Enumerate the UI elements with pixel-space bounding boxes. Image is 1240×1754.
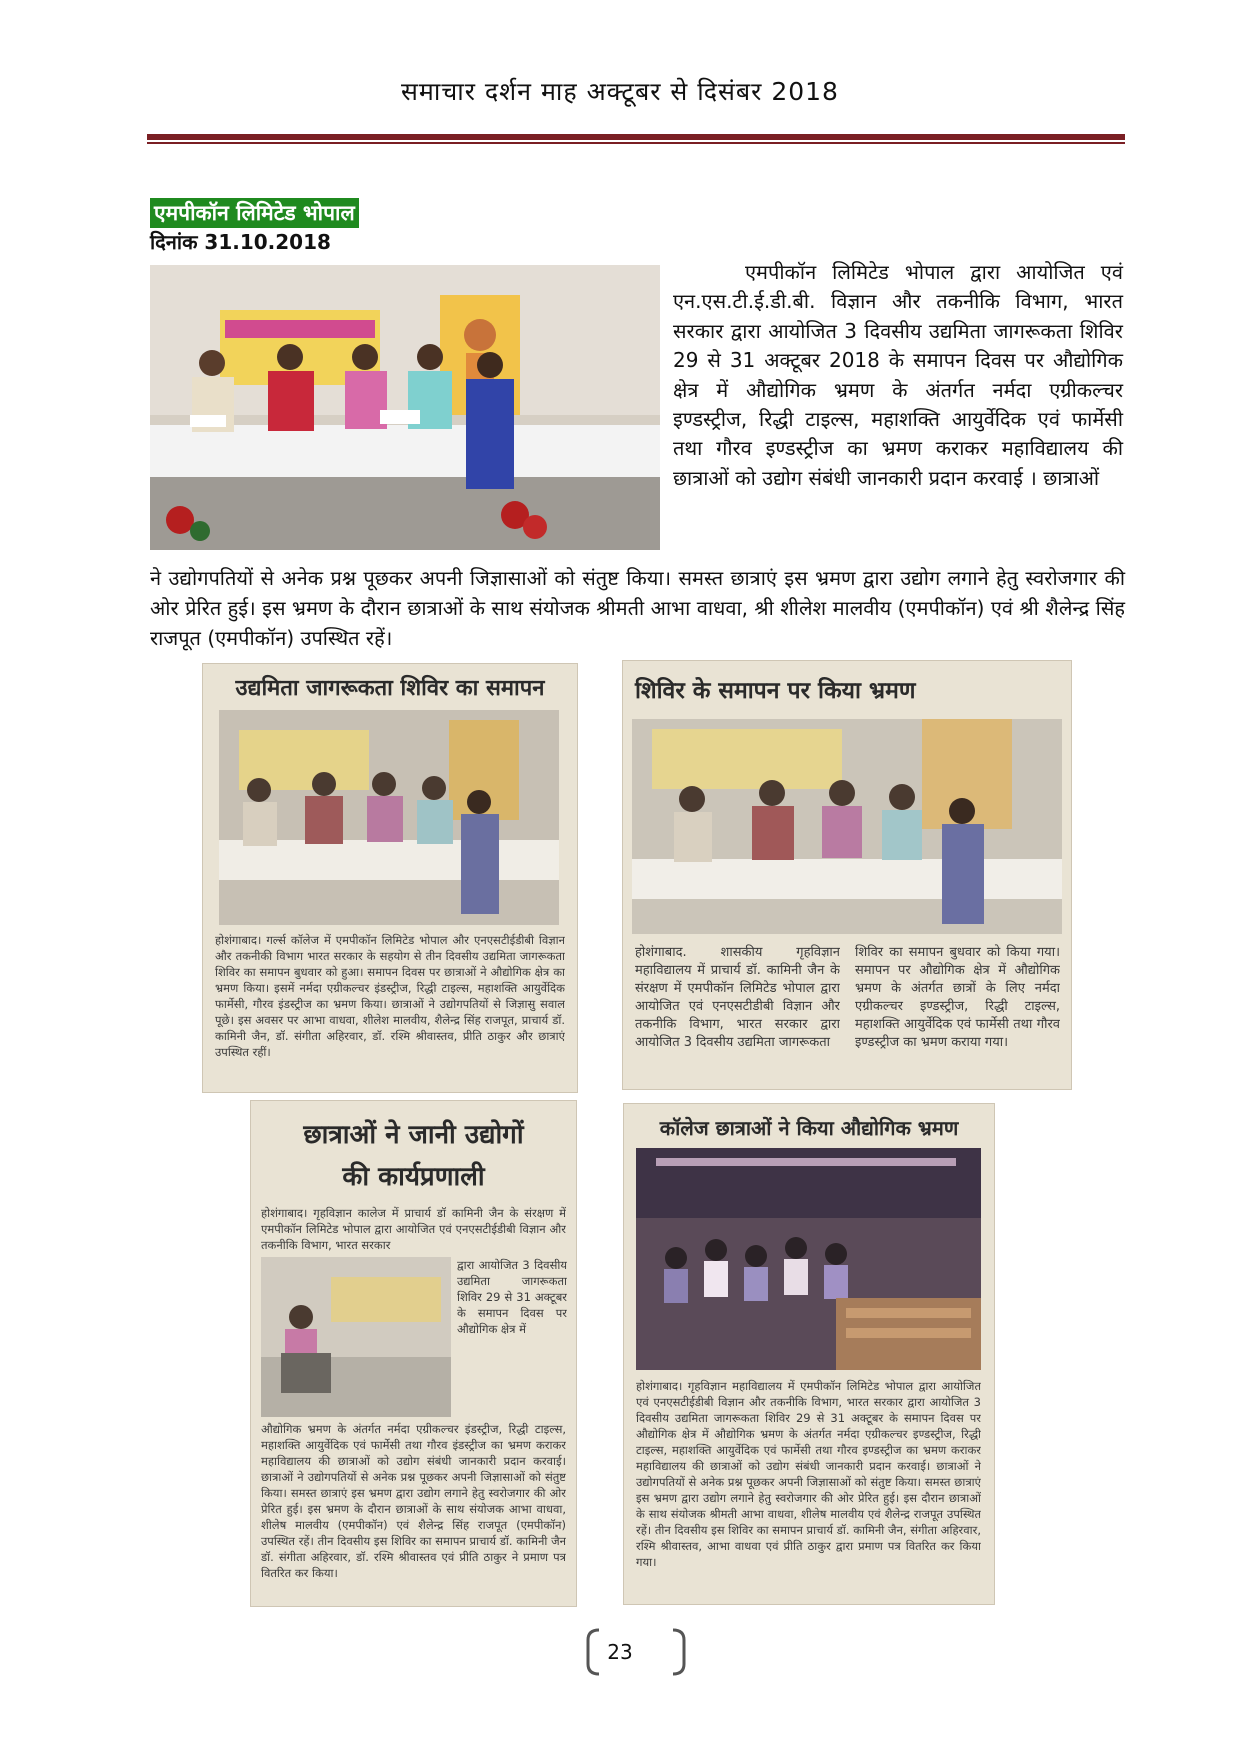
clipping-3-text-top: होशंगाबाद। गृहविज्ञान कालेज में प्राचार्य डॉ कामिनी जैन के संरक्षण में एमपीकॉन लिमिटेड भोपाल द्वारा आयोजित एवं एनएसटीईडीबी विज्ञान और तकनीकि विभाग, भारत सरकार — [261, 1206, 566, 1252]
clipping-1-text: होशंगाबाद। गर्ल्स कॉलेज में एमपीकॉन लिमिटेड भोपाल और एनएसटीईडीबी विज्ञान और तकनीकी विभाग भारत सरकार के सहयोग से तीन दिवसीय उद्यमिता जागरूकता शिविर का समापन बुधवार को हुआ। समापन दिवस पर छात्राओं ने औद्योगिक क्षेत्र का भ्रमण किया। इसमें नर्मदा एग्रीकल्चर इंडस्ट्रीज, रिद्धी टाइल्स, महाशक्ति आयुर्वेदिक फार्मेसी, गौरव इंडस्ट्रीज का भ्रमण किया। छात्राओं ने उद्योगपतियों से जिज्ञासु सवाल पूछे। इस अवसर पर आभा वाधवा, शीलेश मालवीय, शैलेन्द्र सिंह राजपूत, प्राचार्य डॉ. कामिनी जैन, डॉ. संगीता अहिरवार, डॉ. रश्मि श्रीवास्तव, प्रीति ठाकुर और छात्राएं उपस्थित रहीं। — [215, 933, 565, 1059]
article-paragraph-full: ने उद्योगपतियों से अनेक प्रश्न पूछकर अपनी जिज्ञासाओं को संतुष्ट किया। समस्त छात्राएं इस भ्रमण द्वारा उद्योग लगाने हेतु स्वरोजगार की ओर प्रेरित हुई। इस भ्रमण के दौरान छात्राओं के साथ संयोजक श्रीमती आभा वाधवा, श्री शीलेश मालवीय (एमपीकॉन) एवं श्री शैलेन्द्र सिंह राजपूत (एमपीकॉन) उपस्थित रहें। — [150, 566, 1125, 650]
newspaper-clipping-3 — [250, 1100, 577, 1607]
article-paragraph-right-text: एमपीकॉन लिमिटेड भोपाल द्वारा आयोजित एवं एन.एस.टी.ई.डी.बी. विज्ञान और तकनीकि विभाग, भारत सरकार द्वारा आयोजित 3 दिवसीय उद्यमिता जागरूकता शिविर 29 से 31 अक्टूबर 2018 के समापन दिवस पर औद्योगिक क्षेत्र में औद्योगिक भ्रमण के अंतर्गत नर्मदा एग्रीकल्चर इण्डस्ट्रीज, रिद्धी टाइल्स, महाशक्ति आयुर्वेदिक एवं फार्मेसी तथा गौरव इण्डस्ट्रीज का भ्रमण कराकर महाविद्यालय की छात्राओं को उद्योग संबंधी जानकारी प्रदान करवाई । छात्राओं — [673, 260, 1123, 490]
section-tag: एमपीकॉन लिमिटेड भोपाल — [150, 198, 359, 228]
clipping-1-title: उद्यमिता जागरूकता शिविर का समापन — [235, 676, 545, 701]
clipping-3-title-line2: की कार्यप्रणाली — [342, 1162, 485, 1192]
header-rule-thin — [147, 142, 1125, 144]
clipping-4-photo — [636, 1148, 981, 1370]
clipping-2-text-right: शिविर का समापन बुधवार को किया गया। समापन पर औद्योगिक क्षेत्र में औद्योगिक भ्रमण के अंतर्गत छात्रों के लिए नर्मदा एग्रीकल्चर इण्डस्ट्रीज, रिद्धी टाइल्स, महाशक्ति आयुर्वेदिक एवं फार्मेसी तथा गौरव इण्डस्ट्रीज का भ्रमण कराया गया। — [855, 945, 1060, 1050]
event-photo — [150, 265, 660, 550]
clipping-3-photo — [261, 1257, 451, 1417]
newspaper-clipping-4 — [623, 1103, 995, 1605]
header-rule-thick — [147, 134, 1125, 140]
page-number: 23 — [607, 1640, 633, 1664]
event-photo-illustration — [150, 265, 660, 550]
article-paragraph-right — [673, 258, 1123, 493]
newspaper-clipping-1 — [202, 663, 578, 1093]
section-date: दिनांक 31.10.2018 — [150, 230, 331, 254]
clipping-2-title: शिविर के समापन पर किया भ्रमण — [635, 678, 916, 704]
clipping-4-title: कॉलेज छात्राओं ने किया औद्योगिक भ्रमण — [659, 1116, 959, 1140]
clipping-3-title-line1: छात्राओं ने जानी उद्योगों — [303, 1120, 524, 1150]
clipping-2-text-left: होशंगाबाद. शासकीय गृहविज्ञान महाविद्यालय में प्राचार्य डॉ. कामिनी जैन के संरक्षण में एमपीकॉन लिमिटेड भोपाल द्वारा आयोजित एवं एनएसटीडीबी विज्ञान और तकनीकि विभाग, भारत सरकार द्वारा आयोजित 3 दिवसीय उद्यमिता जागरूकता — [635, 945, 840, 1050]
newspaper-clipping-2 — [622, 660, 1072, 1090]
clipping-2-photo — [632, 719, 1062, 934]
clipping-3-text-bottom: औद्योगिक भ्रमण के अंतर्गत नर्मदा एग्रीकल्चर इंडस्ट्रीज, रिद्धी टाइल्स, महाशक्ति आयुर्वेदिक एवं फार्मेसी तथा गौरव इंडस्ट्रीज का भ्रमण कराकर महाविद्यालय की छात्राओं को उद्योग संबंधी जानकारी प्रदान करवाई। छात्राओं ने उद्योगपतियों से अनेक प्रश्न पूछकर अपनी जिज्ञासाओं को संतुष्ट किया। समस्त छात्राएं इस भ्रमण द्वारा उद्योग लगाने हेतु स्वरोजगार की ओर प्रेरित हुई। इस भ्रमण के दौरान छात्राओं के साथ संयोजक आभा वाधवा, शीलेष मालवीय (एमपीकॉन) एवं शैलेन्द्र सिंह राजपूत (एमपीकॉन) उपस्थित रहें। तीन दिवसीय इस शिविर का समापन प्राचार्य डॉ. कामिनी जैन डॉ. संगीता अहिरवार, डॉ. रश्मि श्रीवास्तव एवं प्रीति ठाकुर ने प्रमाण पत्र वितरित कर किया। — [261, 1422, 566, 1580]
clipping-3-text-side: द्वारा आयोजित 3 दिवसीय उद्यमिता जागरूकता शिविर 29 से 31 अक्टूबर के समापन दिवस पर औद्योगिक क्षेत्र में — [457, 1258, 567, 1336]
clipping-1-photo — [219, 710, 559, 925]
clipping-4-text: होशंगाबाद। गृहविज्ञान महाविद्यालय में एमपीकॉन लिमिटेड भोपाल द्वारा आयोजित एवं एनएसटीईडीबी विज्ञान और तकनीकि विभाग, भारत सरकार द्वारा आयोजित 3 दिवसीय उद्यमिता जागरूकता शिविर 29 से 31 अक्टूबर के समापन दिवस पर औद्योगिक क्षेत्र में औद्योगिक भ्रमण के अंतर्गत नर्मदा एग्रीकल्चर इण्डस्ट्रीज, रिद्धी टाइल्स, महाशक्ति आयुर्वेदिक एवं फार्मेसी तथा गौरव इण्डस्ट्रीज का भ्रमण कराकर महाविद्यालय की छात्राओं को उद्योग संबंधी जानकारी प्रदान करवाई। छात्राओं ने उद्योगपतियों से अनेक प्रश्न पूछकर अपनी जिज्ञासाओं को संतुष्ट किया। समस्त छात्राएं इस भ्रमण द्वारा उद्योग लगाने हेतु स्वरोजगार की ओर प्रेरित हुई। इस दौरान छात्राओं के साथ संयोजक श्रीमती आभा वाधवा, शीलेष मालवीय एवं शैलेन्द्र राजपूत उपस्थित रहें। तीन दिवसीय इस शिविर का समापन प्राचार्य डॉ. कामिनी जैन, संगीता अहिरवार, रश्मि श्रीवास्तव, आभा वाधवा एवं प्रीति ठाकुर द्वारा प्रमाण पत्र वितरित कर किया गया। — [636, 1379, 981, 1569]
page-header-title: समाचार दर्शन माह अक्टूबर से दिसंबर 2018 — [401, 77, 839, 106]
